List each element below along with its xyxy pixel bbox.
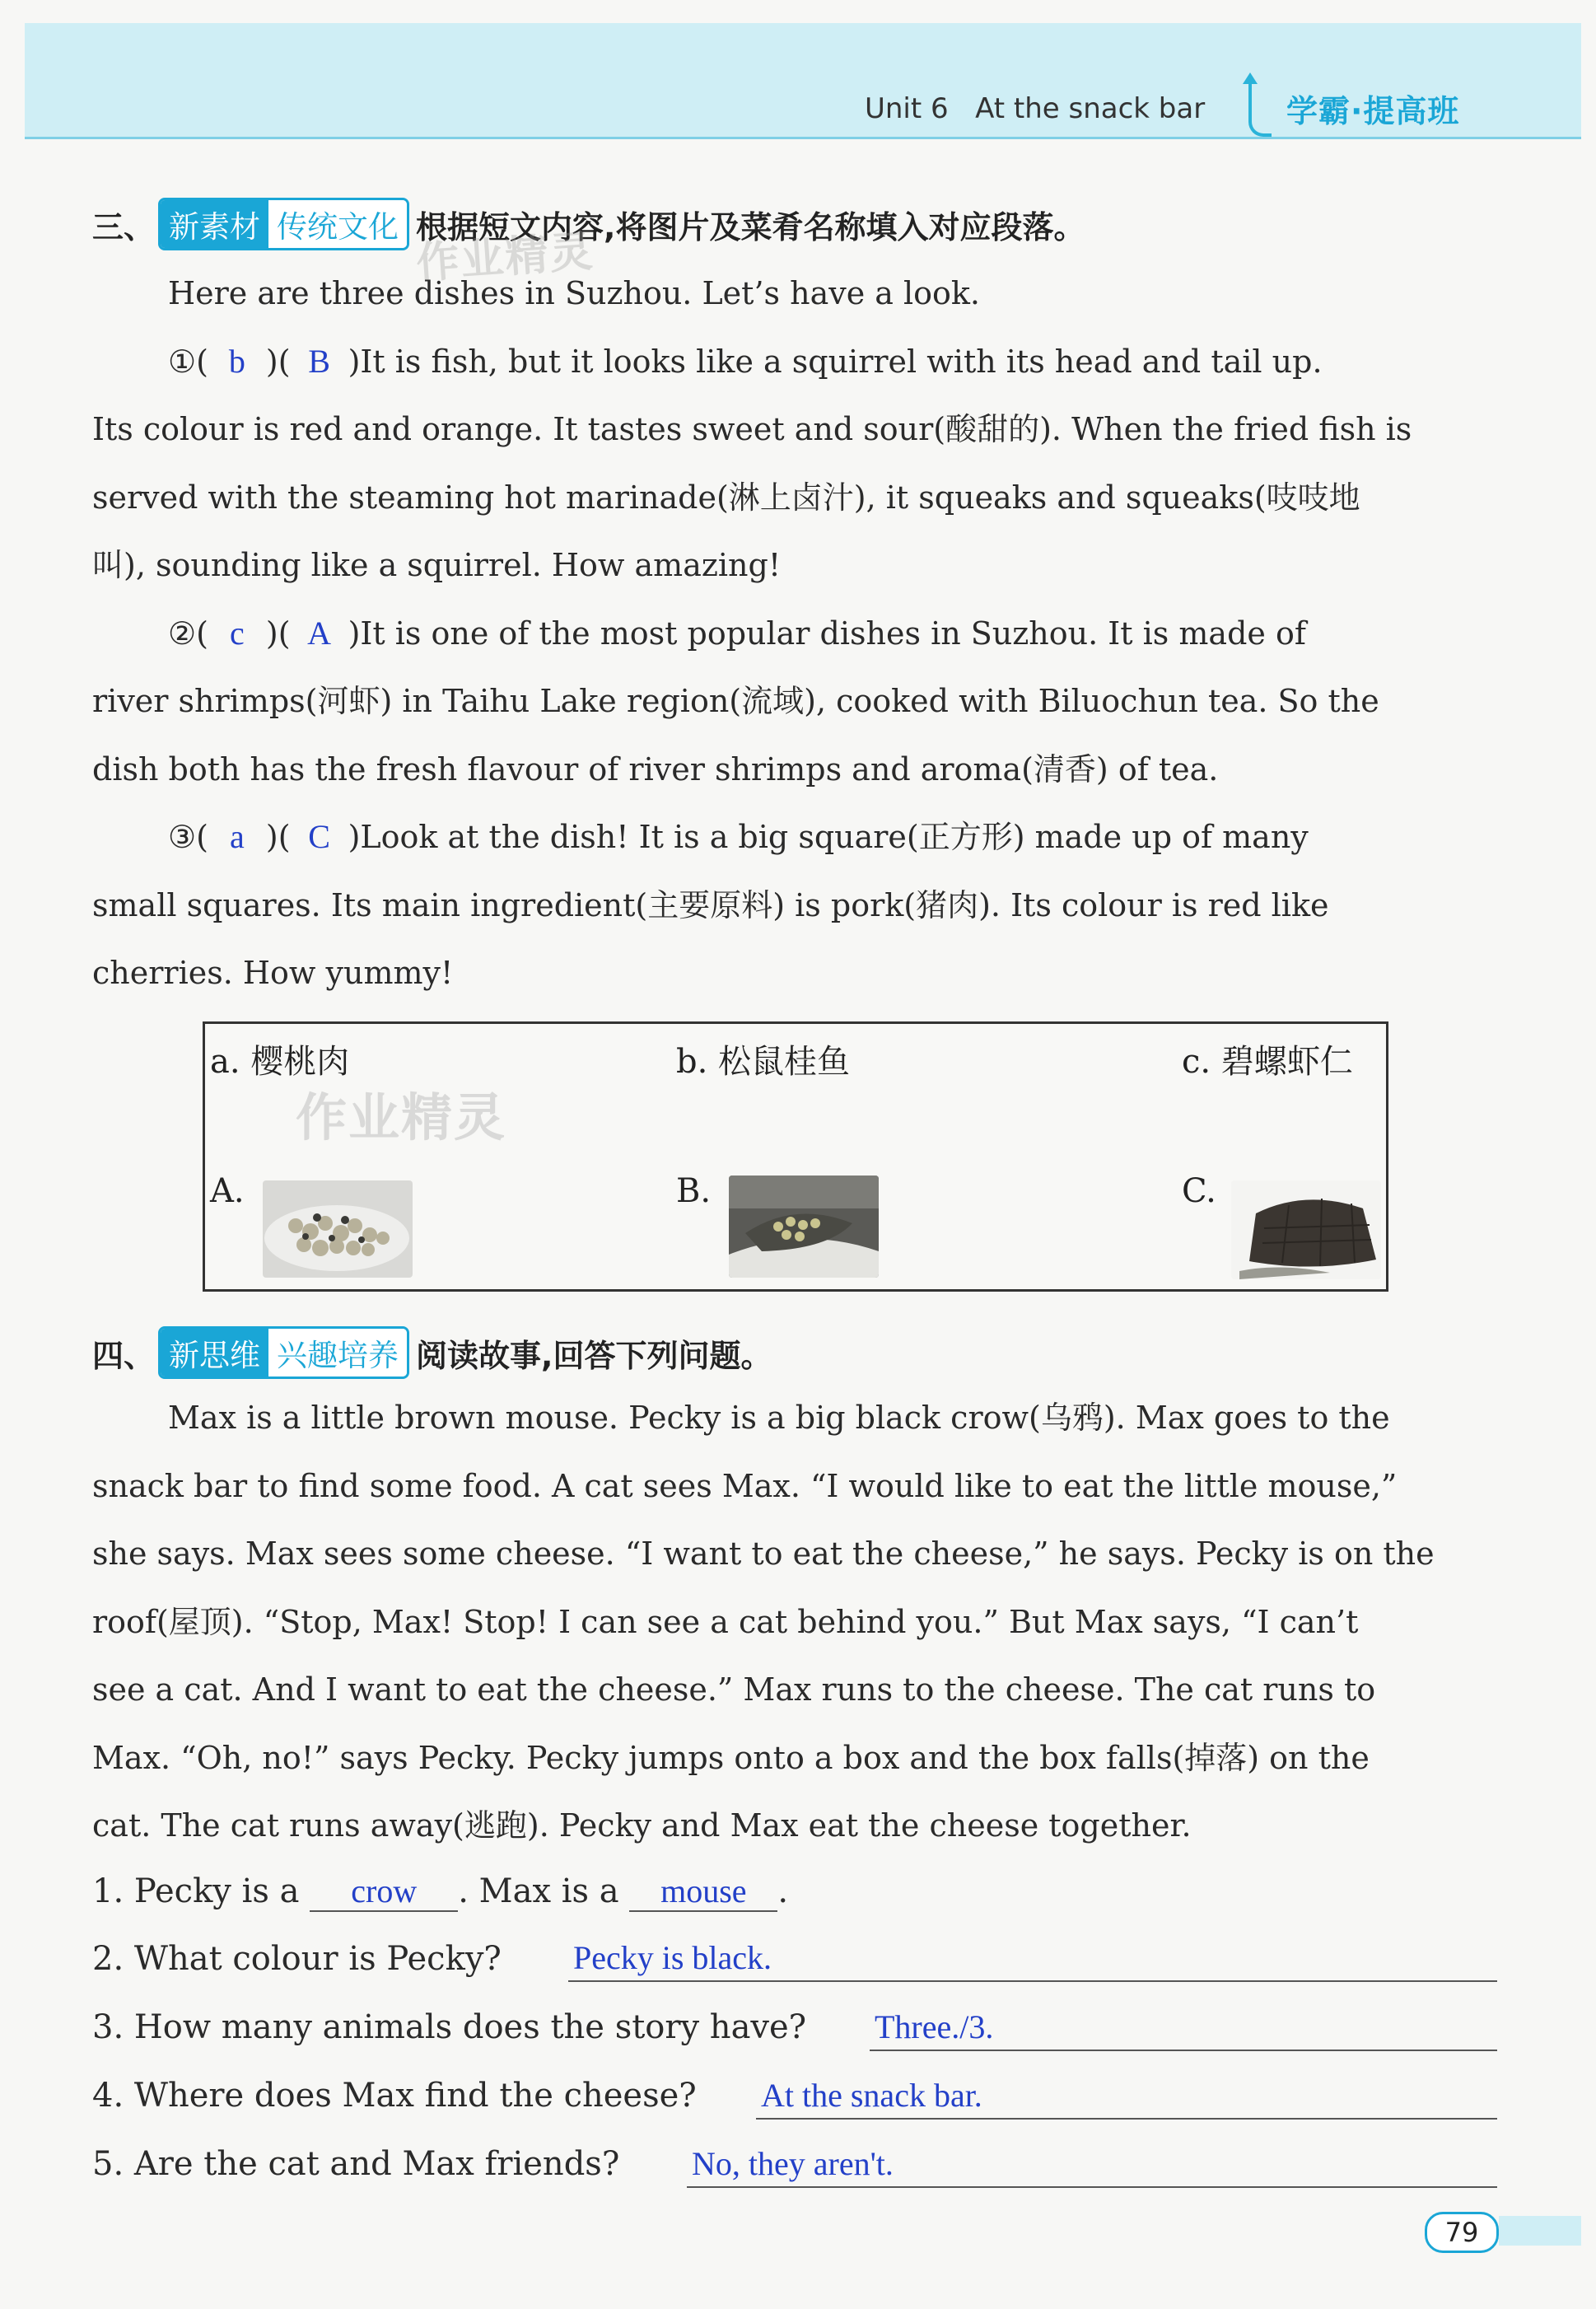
squirrel-fish-image [729,1176,879,1278]
unit-heading [865,92,1205,125]
story-line: see a cat. And I want to eat the cheese.” Max runs to the cheese. The cat runs to [92,1671,1376,1708]
brand-hook-icon [1248,79,1272,137]
picture-label-c: C. [1182,1172,1216,1210]
answer-line-5[interactable] [687,2143,1497,2188]
dish-name-b: b. 松鼠桂鱼 [676,1043,851,1081]
paragraph-1-line: served with the steaming hot marinade(淋上卤汁), it squeaks and squeaks(吱吱地 [92,479,1360,516]
answer-3: Three./3. [875,2008,994,2045]
paragraph-2-line: river shrimps(河虾) in Taihu Lake region(流域), cooked with Biluochun tea. So the [92,683,1379,719]
section-4-number: 四、 [92,1337,156,1374]
story-passage [92,1384,1496,1860]
paragraph-1-line: 叫), sounding like a squirrel. How amazing! [92,547,782,583]
brand-label: 学霸·提高班 [1286,93,1460,129]
section-3-number: 三、 [92,208,156,245]
answer-blank-name[interactable] [208,328,266,396]
story-line: Max is a little brown mouse. Pecky is a big black crow(乌鸦). Max goes to the [168,1400,1390,1436]
story-line: Max. “Oh, no!” says Pecky. Pecky jumps onto a box and the box falls(掉落) on the [92,1739,1370,1776]
section-3-tag [158,198,409,250]
answer-name-2: c [230,614,245,652]
passage-intro: Here are three dishes in Suzhou. Let’s have a look. [168,275,981,311]
question-1-blank-1[interactable] [310,1872,458,1912]
answer-blank-name[interactable] [208,600,266,668]
section-4-tag [158,1326,409,1379]
story-line: cat. The cat runs away(逃跑). Pecky and Max eat the cheese together. [92,1807,1192,1844]
answer-picture-1: B [308,342,330,380]
story-line: she says. Max sees some cheese. “I want to eat the cheese,” he says. Pecky is on the [92,1535,1435,1572]
question-1-answer-2: mouse [660,1872,747,1909]
answer-name-3: a [230,818,245,855]
paragraph-3-marker: ③ [168,819,197,855]
dish-name-a: a. 樱桃肉 [210,1043,350,1081]
paragraph-2-line: ②( c )( A )It is one of the most popular dishes in Suzhou. It is made of [92,600,1496,668]
answer-picture-3: C [308,818,330,855]
picture-label-a: A. [210,1172,245,1210]
watermark: 作业精灵 [296,1087,507,1147]
unit-title: At the snack bar [975,92,1206,125]
section-3-tag-primary: 新素材 [161,200,268,248]
question-3: 3. How many animals does the story have? [92,2008,807,2046]
paragraph-1-marker: ① [168,343,197,380]
section-4-tag-primary: 新思维 [161,1329,268,1377]
watermark: 作业精灵 [414,227,596,289]
answer-5: No, they aren't. [692,2145,894,2182]
answer-line-4[interactable] [756,2075,1497,2120]
paragraph-3-line: ③( a )( C )Look at the dish! It is a big square(正方形) made up of many [92,803,1496,872]
answer-name-1: b [228,342,245,380]
paragraph-3-text: )Look at the dish! It is a big square(正方形) made up of many [348,819,1309,855]
paragraph-1-line: Its colour is red and orange. It tastes sweet and sour(酸甜的). When the fried fish is [92,411,1412,447]
paragraph-2-marker: ② [168,615,197,652]
paragraph-2-line: dish both has the fresh flavour of river shrimps and aroma(清香) of tea. [92,750,1219,788]
unit-number: Unit 6 [865,92,949,125]
answer-blank-picture[interactable] [291,803,348,872]
paragraph-1-line: ①( b )( B )It is fish, but it looks like a squirrel with its head and tail up. [92,328,1496,396]
question-4: 4. Where does Max find the cheese? [92,2077,697,2115]
question-1-blank-2[interactable] [629,1872,777,1912]
paragraph-3-line: small squares. Its main ingredient(主要原料) is pork(猪肉). Its colour is red like [92,886,1329,923]
answer-line-2[interactable] [568,1937,1497,1982]
question-1 [92,1872,788,1912]
shrimp-dish-image [263,1180,413,1278]
section-3-passage [92,259,1496,1007]
paragraph-1-text: )It is fish, but it looks like a squirrel with its head and tail up. [348,343,1323,380]
answer-2: Pecky is black. [573,1939,772,1976]
section-4-heading [92,1328,772,1377]
section-3-instruction: 根据短文内容,将图片及菜肴名称填入对应段落。 [416,208,1085,245]
dish-table [203,1021,1388,1292]
story-line: roof(屋顶). “Stop, Max! Stop! I can see a cat behind you.” But Max says, “I can’t [92,1603,1359,1640]
answer-4: At the snack bar. [761,2077,982,2114]
question-1-answer-1: crow [351,1872,418,1909]
answer-blank-picture[interactable] [291,600,348,668]
answer-picture-2: A [307,614,331,652]
story-line: snack bar to find some food. A cat sees Max. “I would like to eat the little mouse,” [92,1467,1398,1504]
question-1-text: 1. Pecky is a [92,1872,300,1910]
dish-name-c: c. 碧螺虾仁 [1182,1043,1353,1081]
question-5: 5. Are the cat and Max friends? [92,2145,620,2183]
paragraph-3-line: cherries. How yummy! [92,955,454,991]
cherry-pork-image [1231,1180,1381,1279]
question-1-text: . Max is a [458,1872,619,1910]
question-1-text: . [777,1872,789,1910]
answer-line-3[interactable] [870,2007,1497,2051]
section-4-instruction: 阅读故事,回答下列问题。 [416,1337,772,1374]
section-3-tag-secondary: 传统文化 [268,200,407,248]
answer-blank-picture[interactable] [291,328,348,396]
section-4-tag-secondary: 兴趣培养 [268,1329,407,1377]
picture-label-b: B. [676,1172,712,1210]
page-number: 79 [1425,2212,1499,2253]
paragraph-2-text: )It is one of the most popular dishes in Suzhou. It is made of [348,615,1306,652]
answer-blank-name[interactable] [208,803,266,872]
question-2: 2. What colour is Pecky? [92,1940,502,1978]
page-band [1499,2216,1581,2246]
